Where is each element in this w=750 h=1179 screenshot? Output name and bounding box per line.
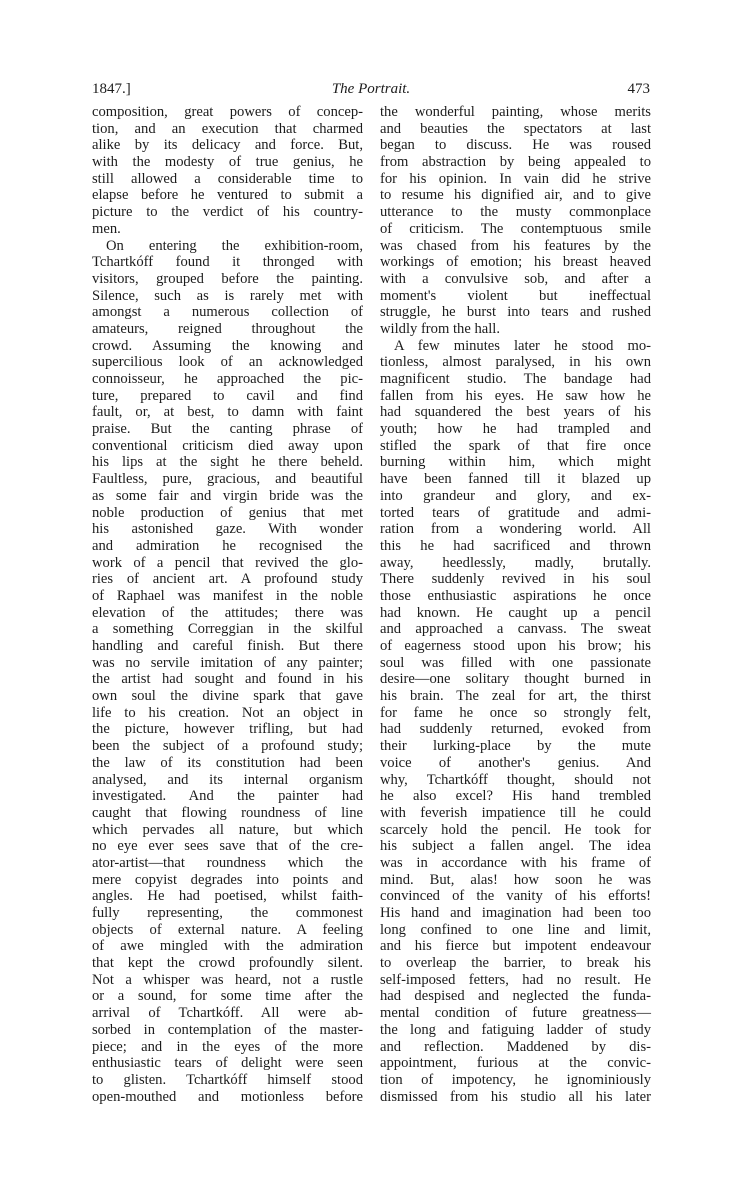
text-column-right <box>380 104 651 1105</box>
text-line: connoisseur, he approached the pic- <box>92 371 363 387</box>
text-line: Silence, such as is rarely met with <box>92 287 363 304</box>
text-line: ries of ancient art. A profound study <box>92 571 363 588</box>
text-line: tion, and an execution that charmed <box>92 120 363 137</box>
text-line: scarcely hold the pencil. He took for <box>380 821 651 838</box>
text-line: mental condition of future greatness— <box>380 1005 651 1022</box>
text-line: elevation of the attitudes; there was <box>92 604 363 621</box>
text-line: mere copyist degrades into points and <box>92 871 363 888</box>
text-line: angles. He had poetised, whilst faith- <box>92 888 363 905</box>
text-line: with a convulsive sob, and after a <box>380 270 651 287</box>
text-line: open-mouthed and motionless before <box>92 1088 363 1105</box>
text-line: had known. He caught up a pencil <box>380 604 651 621</box>
text-line: men. <box>92 220 121 237</box>
text-line: piece; and in the eyes of the more <box>92 1038 363 1055</box>
text-line: picture to the verdict of his country- <box>92 204 363 221</box>
text-line: fully representing, the commonest <box>92 905 363 921</box>
text-line: why, Tchartkóff thought, should not <box>380 771 651 788</box>
text-line: ture, prepared to cavil and find <box>92 387 363 404</box>
text-line: which pervades all nature, but which <box>92 821 363 838</box>
text-line: own soul the divine spark that gave <box>92 688 363 705</box>
text-line: visitors, grouped before the painting. <box>92 270 363 287</box>
text-line: alike by its delicacy and force. But, <box>92 137 363 154</box>
text-line: objects of external nature. A feeling <box>92 921 363 938</box>
text-line: with feverish impatience till he could <box>380 804 651 821</box>
text-line: soul was filled with one passionate <box>380 654 651 671</box>
text-line: workings of emotion; his breast heaved <box>380 254 651 271</box>
text-line: and beauties the spectators at last <box>380 120 651 137</box>
text-line: that kept the crowd profoundly silent. <box>92 955 363 972</box>
text-line: magnificent studio. The bandage had <box>380 371 651 387</box>
text-line: His hand and imagination had been too <box>380 905 651 921</box>
text-line: amateurs, reigned throughout the <box>92 320 363 337</box>
text-line: and reflection. Maddened by dis- <box>380 1038 651 1055</box>
text-line: life to his creation. Not an object in <box>92 704 363 721</box>
text-line: tionless, almost paralysed, in his own <box>380 354 651 371</box>
running-head-title: The Portrait. <box>331 81 411 97</box>
text-line: work of a pencil that revived the glo- <box>92 554 363 571</box>
text-line: no eye ever sees save that of the cre- <box>92 838 363 855</box>
text-line: had squandered the best years of his <box>380 404 651 421</box>
text-line: their lurking-place by the mute <box>380 738 651 755</box>
text-line: There suddenly revived in his soul <box>380 571 651 588</box>
text-line: mind. But, alas! how soon he was <box>380 871 651 888</box>
text-line: utterance to the musty commonplace <box>380 204 651 221</box>
text-line: the picture, however trifling, but had <box>92 721 363 738</box>
text-line: of Raphael was manifest in the noble <box>92 587 363 604</box>
text-line: his astonished gaze. With wonder <box>92 521 363 538</box>
text-line: burning within him, which might <box>380 454 651 471</box>
text-line: Tchartkóff found it thronged with <box>92 254 363 271</box>
text-line: arrival of Tchartkóff. All were ab- <box>92 1005 363 1022</box>
text-line: voice of another's genius. And <box>380 754 651 771</box>
text-line: enthusiastic tears of delight were seen <box>92 1055 363 1072</box>
text-line: crowd. Assuming the knowing and <box>92 337 363 354</box>
text-line: of eagerness stood upon his brow; his <box>380 638 651 654</box>
text-line: struggle, he burst into tears and rushed <box>380 304 651 321</box>
running-head <box>92 80 650 98</box>
text-line: ator-artist—that roundness which the <box>92 854 363 871</box>
text-line: supercilious look of an acknowledged <box>92 354 363 371</box>
text-line: to resume his dignified air, and to give <box>380 187 651 204</box>
text-line: began to discuss. He was roused <box>380 137 651 154</box>
text-line: and his fierce but impotent endeavour <box>380 938 651 955</box>
text-line: to overleap the barrier, to break his <box>380 955 651 972</box>
text-line: the wonderful painting, whose merits <box>380 104 651 120</box>
text-line: long confined to one line and limit, <box>380 921 651 938</box>
text-line: the law of its constitution had been <box>92 754 363 771</box>
text-line: was in accordance with his frame of <box>380 854 651 871</box>
text-line: amongst a numerous collection of <box>92 304 363 321</box>
text-line: elapse before he ventured to submit a <box>92 187 363 204</box>
text-line: dismissed from his studio all his later <box>380 1088 651 1105</box>
text-line: fault, or, at best, to damn with faint <box>92 404 363 421</box>
text-line: still allowed a considerable time to <box>92 170 363 187</box>
text-line: for his opinion. In vain did he strive <box>380 170 651 187</box>
text-line: convinced of the vanity of his efforts! <box>380 888 651 905</box>
text-line: with the modesty of true genius, he <box>92 154 363 171</box>
text-line: into grandeur and glory, and ex- <box>380 487 651 504</box>
text-line: fallen from his eyes. He saw how he <box>380 387 651 404</box>
text-line: was chased from his features by the <box>380 237 651 254</box>
text-line: handling and careful finish. But there <box>92 638 363 654</box>
text-line: as some fair and virgin bride was the <box>92 487 363 504</box>
text-line: of criticism. The contemptuous smile <box>380 220 651 237</box>
text-line: been the subject of a profound study; <box>92 738 363 755</box>
text-line: torted tears of gratitude and admi- <box>380 504 651 521</box>
text-line: Not a whisper was heard, not a rustle <box>92 971 363 988</box>
text-line: for fame he once so strongly felt, <box>380 704 651 721</box>
text-line: stifled the spark of that fire once <box>380 437 651 454</box>
text-line: A few minutes later he stood mo- <box>394 337 651 354</box>
text-line: away, heedlessly, madly, brutally. <box>380 554 651 571</box>
text-line: composition, great powers of concep- <box>92 104 363 120</box>
text-line: youth; how he had trampled and <box>380 421 651 438</box>
text-line: was no servile imitation of any painter; <box>92 654 363 671</box>
text-line: or a sound, for some time after the <box>92 988 363 1005</box>
text-line: investigated. And the painter had <box>92 788 363 805</box>
text-line: to glisten. Tchartkóff himself stood <box>92 1071 363 1088</box>
text-line: praise. But the canting phrase of <box>92 421 363 438</box>
text-line: analysed, and its internal organism <box>92 771 363 788</box>
text-line: this he had sacrificed and thrown <box>380 537 651 554</box>
text-line: and approached a canvass. The sweat <box>380 621 651 638</box>
text-line: have been fanned till it blazed up <box>380 471 651 488</box>
text-line: appointment, furious at the convic- <box>380 1055 651 1072</box>
text-line: the long and fatiguing ladder of study <box>380 1021 651 1038</box>
text-line: sorbed in contemplation of the master- <box>92 1021 363 1038</box>
text-line: moment's violent but ineffectual <box>380 287 651 304</box>
page-number: 473 <box>627 81 650 97</box>
text-line: On entering the exhibition-room, <box>106 237 363 254</box>
text-line: had suddenly returned, evoked from <box>380 721 651 738</box>
text-line: and admiration he recognised the <box>92 537 363 554</box>
running-head-date: 1847.] <box>92 81 131 97</box>
text-line: from abstraction by being appealed to <box>380 154 651 171</box>
text-column-left <box>92 104 363 1105</box>
text-line: tion of impotency, he ignominiously <box>380 1071 651 1088</box>
text-line: caught that flowing roundness of line <box>92 804 363 821</box>
text-line: a something Correggian in the skilful <box>92 621 363 638</box>
text-line: noble production of genius that met <box>92 504 363 521</box>
text-line: his subject a fallen angel. The idea <box>380 838 651 855</box>
text-line: self-imposed fetters, had no result. He <box>380 971 651 988</box>
text-line: desire—one solitary thought burned in <box>380 671 651 688</box>
text-line: his brain. The zeal for art, the thirst <box>380 688 651 705</box>
text-line: Faultless, pure, gracious, and beautiful <box>92 471 363 488</box>
text-line: he also excel? His hand trembled <box>380 788 651 805</box>
text-line: of awe mingled with the admiration <box>92 938 363 955</box>
text-line: those enthusiastic aspirations he once <box>380 587 651 604</box>
text-line: the artist had sought and found in his <box>92 671 363 688</box>
text-line: his lips at the sight he there beheld. <box>92 454 363 471</box>
text-line: wildly from the hall. <box>380 320 500 337</box>
text-line: had despised and neglected the funda- <box>380 988 651 1005</box>
text-line: ration from a wondering world. All <box>380 521 651 538</box>
text-line: conventional criticism died away upon <box>92 437 363 454</box>
